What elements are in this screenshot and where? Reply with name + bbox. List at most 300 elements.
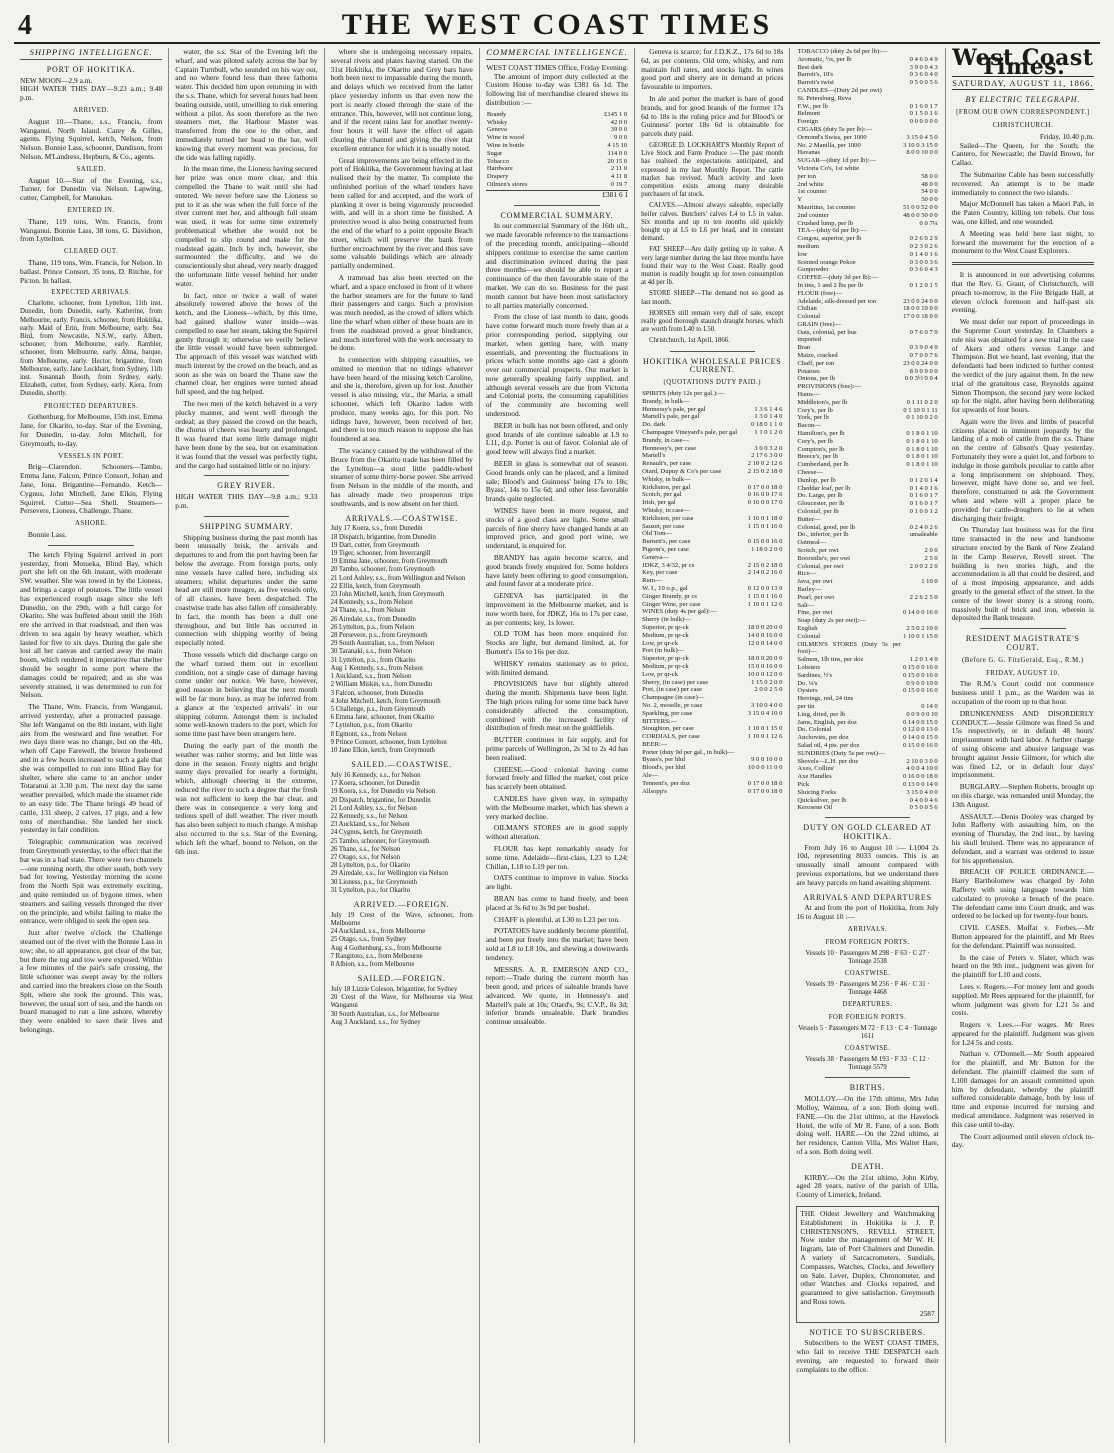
row-value [744,616,783,624]
table-row [796,126,938,134]
issue-date: SATURDAY, AUGUST 11, 1866. [952,76,1094,91]
table-row [796,446,938,454]
row-label: Do. Large, per lb [797,492,843,500]
row-value: 0 1 4 0 1 6 [909,250,938,258]
row-label: Tennent's, per doz [642,779,690,787]
tide-line: HIGH WATER THIS DAY—9.23 a.m.; 9.48 p.m. [20,84,163,103]
row-value: 0 1 8 0 1 10 [906,430,938,438]
row-label: Pigeon's, per case [642,545,689,553]
list-item: 19 Dart, cutter, from Greymouth [330,541,420,549]
table-row [486,111,628,119]
table-row [796,641,938,657]
row-label: SUNDRIES (Duty 5s per owt)— [797,749,885,757]
row-label: Wine in bottle [486,141,525,149]
row-label: Ormond's Swiss, per 1000 [797,133,867,141]
row-value: 23 0 0 24 0 0 [903,297,938,305]
story-paragraph: A tramroad has also been erected on the wharf, and a space enclosed in front of it where the harbor steamers are for the future to land their passengers and cargo. Such a provision was much needed, as the crowd of idlers which line the wharf when either of these boats are in from the roadstead proved a great hindrance, and much interfered with the work necessary to be done. [330,272,473,353]
sailed-heading: SAILED. [76,165,106,173]
arrivals-foreign-row: Vessels 10 · Passengers M 298 · F 63 · C 27 · Tonnage 2538 [805,949,930,965]
list-item: July 18 Lizzie Coleson, brigantine, for Sydney [330,985,458,993]
table-row [796,508,938,516]
coastwise-sailed-heading: SAILED.—COASTWISE. [351,760,453,770]
table-row [796,165,938,173]
row-value: 0 2 4 0 2 6 [909,523,938,531]
list-item: 7 Rangitoto, s.s., from Melbourne [330,952,423,960]
list-item: 27 Otago, s.s., for Nelson [330,853,401,861]
row-label: Gunpowder [797,266,829,274]
entered-text: Thane, 119 tons, Wm. Francis, from Wanganui. Bonnie Lass, 38 tons, G. Davidson, from Lyttelton. [20,216,163,244]
arrivals-coastwise-row: Vessels 39 · Passengers M 256 · F 46 · C 31 · Tonnage 4468 [805,980,930,997]
row-value: 54 0 0 [921,188,938,196]
row-value: 4 15 10 [607,141,628,149]
row-value: 14 0 0 16 0 0 [747,631,783,639]
row-value [902,383,939,391]
paragraph: A Meeting was held here last night, to forward the movement for the erection of a monument to the West Coast Explorers. [951,228,1094,256]
row-label: Hennessy's, per case [642,444,697,452]
row-label: TEA—(duty 6d per lb):— [797,227,867,235]
row-value: 0 1 11 0 2 0 [906,398,938,406]
row-value: 1 18 0 2 0 0 [751,545,783,553]
row-label: Breece's, per lb [797,453,838,461]
row-value [744,694,783,702]
row-value: 18 0 0 20 0 0 [747,655,783,663]
row-label: CANDLES—(Duty 2d per owt) [797,86,882,94]
table-row [796,633,938,641]
departures-label: DEPARTURES. [842,1001,893,1009]
row-label: Port (in bulk)— [642,647,685,655]
story-body [641,48,783,139]
table-row [796,212,938,220]
table-row [796,251,938,259]
table-row [796,461,938,469]
table-row [796,758,938,766]
row-value: 0 0 3½ 0 0 4 [904,375,938,383]
row-value: 0 1 4 0 1 6 [909,484,938,492]
paragraph: BEER in glass is somewhat out of season. Good brands only can be placed, and a limited sale; Blood's and Guinness' being 17s to 18s; Byass', 14s to 15s 6d; and other less favorable brands quite neglected. [485,459,629,504]
row-value: 48 0 0 50 0 0 [903,211,938,219]
row-label: Fine, per owt [797,609,833,617]
row-value: 50 0 0 [921,196,938,204]
table-row [796,375,938,383]
entered-heading: ENTERED IN. [67,206,115,214]
row-value: 48 0 0 [921,180,938,188]
row-label: Old Tom— [642,530,673,538]
row-value: 0 3 0 0 3 6 [909,258,938,266]
row-value: 42 0 0 [610,118,628,126]
table-row [796,118,938,126]
row-label: Martell's [642,452,666,460]
row-label: Whisky, in bulk— [642,475,691,483]
row-label: Boorsidie's, per owt [797,554,851,562]
row-label: Sparkling, per case [642,709,693,717]
list-item: 7 Lyttelton, p.s., from Okarito [330,722,413,730]
paragraph: Lees v. Rogers.—For money lent and goods supplied. Mr Rees appeared for the plaintiff, for whom judgment was given for L21 5s and costs. [951,981,1094,1018]
row-label: Bran [797,344,811,352]
paragraph: CALVES.—Almost always saleable, especially heifer calves. Butchers' calves L4 to L5 in value. Six months and up to ten months old quickly bought up at L5 to L6 per head, and in constant demand. [641,202,784,243]
row-value: 3 15 0 4 5 0 [906,133,938,141]
row-value: 2 5 0 [924,554,938,562]
table-row [796,321,938,329]
paragraph: WHISKY remains stationary as to price, with limited demand. [485,658,629,677]
row-label: Geneva— [642,553,669,561]
ashore-text: Bonnie Lass. [28,529,67,539]
table-row [796,430,938,438]
row-label: Champagne (in case)— [642,694,705,702]
telegraph-heading: BY ELECTRIC TELEGRAPH. [965,95,1081,105]
arrived-text: August 10.—Thane, s.s., Francis, from Wanganui, North Island. Carey & Gilles, agents. Flying Squirrel, ketch, Nelson, from Nelson. Bonnie Lass, schooner, Dandison, from Nelson. M'Landress, Hepburn, & Co., agents. [20,116,163,161]
story-paragraph: Just after twelve o'clock the Challenge steamed out of the river with the Bonnie Lass in tow; she, to all appearance, got clear of the bar, but there the tug and tow were exposed. Within a few minutes of the pair's safe crossing, the little schooner was swept away by the rollers and carried into the breakers close on the South Spit, where she took the ground. This was, however, the usual sort of sea, and the hands on board managed to run a line ashore, whereby they were enabled to save their lives and belongings. [20,928,163,1034]
row-label: Do. Colonial [797,726,832,734]
row-label: JDKZ, 3 4/32, pr cs [642,561,695,569]
row-label: 2nd counter [797,211,829,219]
row-value: 0 2 6 0 2 9 [909,235,938,243]
summary-paragraph: Those vessels which did discharge cargo on the wharf turned them out in excellent condition, not a single case of damage having come under our notice. We have, however, good reason in believing that the next month will be far more busy, as may be inferred from a glance at the 'expected arrivals' in our shipping column. Amongst them is included some well-known traders to the port, which for some time past have been strangers here. [175,650,318,739]
from-foreign-label: FROM FOREIGN PORTS. [825,938,910,946]
row-value: 0 1 6 0 1 7 [909,492,938,500]
jewellery-ad-text: THE Oldest Jewellery and Watchmaking Establishment in Hokitika is J. P. CHRISTENSON'S, REVELL STREET, Now under the management of Mr W. H. Ingram, late of Port Chalmers and Dunedin. A variety of Sarcacrometers, Sundials, Compasses, Watches, Clocks, and Jewellery on Sale. Lever, Duplex, Chronometer, and other Watches and Clocks repaired, and guaranteed to give satisfaction. Greymouth and Ross town. [800,1209,935,1306]
list-item: 24 Thane, s.s., from Nelson [330,607,406,615]
row-value [902,321,939,329]
row-label: Tobacco [486,157,510,165]
row-label: WINES (duty 4s per gal):— [642,608,717,616]
paragraph: It is announced in our advertising columns that the Rev. G. Grant, of Christchurch, will preach to-morrow, in the Fire Brigade Hall, at eleven o'clock forenoon and half-past six evening. [951,270,1094,315]
row-value: 0 2 3 0 2 6 [909,242,938,250]
row-label: Aromatic, ½s, per lb [797,55,852,63]
notice-text: Subscribers to the WEST COAST TIMES, who fail to receive THE DESPATCH each evening, are requested to forward their complaints to the office. [796,1338,939,1374]
table-row [641,554,783,562]
row-label: Kerosene Oil [797,804,833,812]
row-value: 0 16 0 0 17 6 [747,491,783,499]
row-value: 0 9 0 0 10 0 [906,679,938,687]
row-value: 0 5 0 0 5 6 [909,804,938,812]
list-item: 2 William Miskin, s.s., from Dunedin [330,681,433,689]
row-value: 2 14 0 2 16 0 [747,569,783,577]
table-row [796,477,938,485]
row-value [902,586,939,594]
table-row [796,329,938,337]
row-value: 1 1 0 1 2 0 [754,429,783,437]
commercial-summary-body [486,222,628,962]
row-label: Hennessy's pale, per gal [642,405,706,413]
table-row [486,181,628,189]
table-row [796,383,938,391]
paragraph: Again were the lives and limbs of peaceful citizens placed in imminent jeopardy by the landing of a mob of cattle from the s.s. Thane on the centre of Gibson's Quay yesterday. Fortunately they were a quiet lot, and forbore to indulge in those gambols peculiar to cattle after a long imprisonment on shipboard. They, however, might have done so, and we feel, therefore, constrained to ask the Government when and where will a proper place be provided for cattle-droughers to lie at when discharging their freight. [951,416,1094,523]
list-item: July 19 Crest of the Wave, schooner, from Melbourne [330,911,473,927]
row-value: 18 0 0 19 0 0 [903,305,938,313]
row-label: Potatoes [797,367,820,375]
gold-duty-heading: DUTY ON GOLD CLEARED AT HOKITIKA. [803,823,932,841]
paragraph: CIVIL CASES. Moffat v. Forbes.—Mr Button appeared for the plaintiff, and Mr Rees for the defendant. Plaintiff was nonsuited. [951,923,1094,950]
row-label: Adelaide, silk-dressed per ton [797,297,877,305]
editorial-masthead: West Coast Times. [952,48,1094,80]
table-row [641,437,783,445]
row-value [902,274,939,282]
row-label: Martell's pale, per gal [642,413,700,421]
row-value: 20 15 0 [607,157,628,165]
table-row [486,126,628,134]
births-heading: BIRTHS. [849,1083,886,1093]
list-item: 20 Tambo, schooner, from Greymouth [330,566,435,574]
row-value [902,516,939,524]
row-label: Chilian [797,305,817,313]
table-row [796,664,938,672]
row-label: Belmont [797,110,821,118]
paragraph: CANDLES have given way, in sympathy with the Melbourne market, which has shewn a very marked decline. [485,793,629,821]
row-label: Oysters [797,687,818,695]
row-value: 0 12 0 0 13 0 [903,726,938,734]
row-label: SPIRITS (duty 12s per gal.):— [642,390,725,398]
table-row [796,64,938,72]
list-item: 28 Lyttelton, p.s., for Okarito [330,862,411,870]
table-row [796,399,938,407]
row-label: Scotch, per gal [642,491,682,499]
duties-table [486,111,628,189]
table-row [796,298,938,306]
row-value [744,749,783,757]
paragraph: From the close of last month to date, goods have come forward much more freely than at a prior corresponding period, supplying our market, when getting bare, with many essentials, and preventing the fluctuations in prices which some months ago cast a gloom over our commercial prospects. Our market is now generally speaking fairly supplied, and although several vessels are due from Victoria and Colonial ports, the consuming capabilities of the community are becoming well understood. [485,312,629,419]
table-row [796,391,938,399]
paragraph: PROVISIONS have but slightly altered during the month. Shipments have been light. The high prices ruling for some time back have considerably affected the consumption, combined with the increased facility of distribution of fresh meat on the goldfields. [485,679,629,733]
row-value [902,422,939,430]
row-label: Whisky [486,118,508,126]
row-label: Sluicing Forks [797,788,837,796]
death-text: KIRBY.—On the 21st ultimo, John Kirby, aged 28 years, native of the parish of Ulla, County of Limerick, Ireland. [796,1172,939,1200]
row-label: English [797,624,818,632]
row-label: Allsopp's [642,787,667,795]
row-label: Barrett's twist [797,79,834,87]
paragraph: The Court adjourned until eleven o'clock to-day. [951,1131,1094,1150]
correspondent-line: [FROM OUR OWN CORRESPONDENT.] [956,109,1090,117]
paragraph: DRUNKENNESS AND DISORDERLY CONDUCT.—Jessie Gilmore was fined 5s and 15s respectively, or in default 48 hours' imprisonment with hard labor. A further charge of using obscene and abusive language was brought against Jessie Gilmore, for which she was fined L2, or in default four days' imprisonment. [951,708,1094,780]
row-value [902,539,939,547]
row-value: 3 10 0 4 0 0 [751,701,783,709]
row-label: Do. ¼'s [797,679,818,687]
row-label: Dunlop, per lb [797,476,836,484]
paragraph: FAT SHEEP—Are daily getting up in value. A very large number during the last three months have found their way to the West Coast. Really good mutton is readily bought up for town consumption at 4d per lb. [641,246,784,287]
row-value: 1 10 0 1 15 0 [903,632,938,640]
shipping-header: SHIPPING INTELLIGENCE. [20,48,162,60]
row-label: Sardines, ½'s [797,671,833,679]
ashore-heading: ASHORE. [74,520,108,528]
table-row [796,742,938,750]
coastwise-arrivals-list [331,525,473,755]
row-value: 4 0 0 4 10 0 [906,765,938,773]
row-label: Oatmeal— [797,539,827,547]
story-paragraph: In fact, once or twice a wall of water absolutely towered above the bows of the ketch, and the Lioness—which, by this time, had gained shallow water inside—was compelled to ease her steam, taking the Squirrel gently through it; otherwise we verily believe the little vessel would have been submerged. The approach of this vessel was watched with much interest by the crowd on the beach, and as soon as she was on board the Thane saw the channel clear, her engines were turned ahead full speed, and the tug helped. [175,290,318,397]
table-row [796,773,938,781]
row-label: Barley— [797,585,822,593]
row-value: 0 7 6 0 7 9 [909,328,938,336]
table-row [641,546,783,554]
list-item: 19 Koera, s.s., for Dunedin via Nelson [330,788,436,796]
table-row [796,695,938,703]
row-label: Scented orange Pekoe [797,258,856,266]
row-label: Do., inferior, per lb [797,531,849,539]
page-number: 4 [18,10,32,41]
row-value: 0 17 0 0 18 0 [747,787,783,795]
table-row [796,711,938,719]
table-row [641,429,783,437]
list-item: 26 Lyttelton, p.s., from Nelson [330,623,415,631]
row-value: 1 2 0 1 4 0 [909,656,938,664]
column-5 [635,48,790,1443]
table-row [641,772,783,780]
table-row [641,507,783,515]
row-label: Brandy, in case— [642,436,690,444]
row-label: Ling, dried, per lb [797,710,846,718]
ad-number: 2587 [919,1308,935,1318]
row-label: Pearl, per owt [797,593,835,601]
row-value: 58 0 0 [921,172,938,180]
list-item: 24 Kennedy, s.s., from Nelson [330,599,413,607]
paragraph: In our commercial Summary of the 16th ult., we made favorable reference to the transactions of the preceding month, anticipating—should shippers continue to exercise the same caution and discrimination evinced during the past three months—we should be able to report a continuance of the then favourable state of the market. We can do so. Business for the past month cannot but have been most satisfactory to all parties materially concerned. [485,221,629,310]
list-item: 24 Cygnus, ketch, for Greymouth [330,829,422,837]
row-label: GRAIN (free)— [797,320,842,328]
row-value: £145 1 0 [604,110,628,118]
prices-table [641,390,783,795]
table-row [796,305,938,313]
prices-table-continued [796,48,938,812]
table-row [796,726,938,734]
row-value: 1 3 0 1 4 0 [754,413,783,421]
divider [980,628,1065,629]
paragraph: WINES have been in more request, and stocks of a good class are light. Some small parcels of fine sherry have changed hands at an improved price, and good port wine, we understand, is enquired for. [485,506,629,551]
row-label: Shovels—L.H. per doz [797,757,859,765]
row-label: Gloucester, per lb [797,500,845,508]
court-body [952,680,1094,1150]
row-label: low [797,250,808,258]
projected-text: Gothenburg, for Melbourne, 15th inst. Emma Jane, for Okarito, to-day. Star of the Evening, for Dunedin, to-day. John Mitchell, for Greymouth, to-day. [20,412,163,448]
table-row [796,110,938,118]
table-row [796,531,938,539]
row-label: Low, pr qr-ck [642,670,679,678]
row-value: 2 10 0 2 12 6 [747,460,783,468]
story-paragraph: The Thane, Wm. Francis, from Wanganui, arrived yesterday, after a protracted passage. She left Wanganui on the 8th instant, with light airs from the westward and fine weather. For two days there was no change, but on the 4th, when off Cape Farewell, the breeze freshened and in a few hours increased to such a gale that she was compelled to run into Blind Bay for shelter, where she came to an anchor under Totaranui at 3.30 p.m. The next day the same weather prevailed, which made the steamer ride to an easy tide. The Thane brings 49 head of cattle, 131 sheep, 2 calves, 17 pigs, and a few tons of merchandise. She landed her stock yesterday in fair condition. [20,702,163,835]
row-label: per tin [797,702,815,710]
paragraph: ASSAULT.—Denis Dooley was charged by John Rafferty with assaulting him, on the evening of Thursday, the 2nd inst., by having his skull bruised. There was no appearance of defendant, and a warrant was ordered to issue for his apprehension. [951,811,1094,865]
row-value: 23 0 0 24 0 0 [903,359,938,367]
list-item: 6 Emma Jane, schooner, from Okarito [330,714,434,722]
table-row [641,694,783,702]
row-label: Blood's, per hhd [642,764,686,772]
row-label: Sherry, (in case) per case [642,678,709,686]
row-label: Do. dark [642,421,666,429]
table-row [641,663,783,671]
list-item: 25 Tambo, schooner, for Greymouth [330,837,430,845]
paragraph: HORSES still remain very dull of sale, except really good thorough staunch draught horses, which are worth from L40 to L50. [641,309,784,334]
table-row [641,476,783,484]
row-label: Axe Handles [797,773,832,781]
table-row [796,142,938,150]
table-row [486,134,628,142]
row-value: 0 1 10 0 2 0 [906,414,938,422]
row-label: Salmon, 1lb tins, per doz [797,656,864,664]
summary-paragraph: During the early part of the month the weather was rather stormy, and but little was done in the season. Frosty nights and bright sunny days prevailed for nearly a fortnight, which, although cheering in the extreme, reduced the river to such a degree that the fresh was not sufficient to keep the bar clear, and there was in consequence a very long and tedious spell of dull weather. The river mouth has also been subject to much change. A mishap also occurred to the s.s. Star of the Evening, which left the wharf, bound to Nelson, on the 6th inst. [175,740,318,856]
table-row [641,624,783,632]
row-label: Otard, Dupuy & Co's per case [642,468,722,475]
row-value: 2 0 0 2 5 0 [754,686,783,694]
row-value: 3 15 0 4 10 0 [747,709,783,717]
table-row [796,555,938,563]
table-row [641,406,783,414]
row-value: 0 1 8 0 1 10 [906,437,938,445]
row-value: 1 10 0 [921,578,938,586]
paragraph: Geneva is scarce; for J.D.K.Z., 17s 6d to 18s 6d, as per contents. Old tom, whisky, and rum maintain full rates, and stocks light. In wines good port and sherry are in demand at prices favourable to importers. [641,48,784,92]
row-value [744,554,783,562]
row-label: Wine in wood [486,134,524,142]
table-row [796,781,938,789]
table-row [796,243,938,251]
table-row [796,485,938,493]
column-1 [14,48,169,1443]
row-label: Colonial, good, per lb [797,523,856,531]
row-value [744,437,783,445]
row-label: F.W., per lb [797,102,828,110]
row-value: 0 1 0 0 1 2 [909,508,938,516]
list-item: 26 Airedale, s.s., from Dunedin [330,615,416,623]
row-value: 39 0 0 [610,126,628,134]
table-row [796,687,938,695]
column-3 [325,48,480,1443]
expected-text: Charlotte, schooner, from Lyttelton, 11th inst. Dunedin, from Dunedin, early. Katherine, from Melbourne, early. Francis, schooner, from Hokitika, early. Maid of Erin, from Melbourne, early. Sea Bird, from Newcastle, N.S.W., early. Albert, schooner, from Melbourne, early. Rambler, schooner, from Melbourne, early. Alma, barque, from Melbourne, early. Hector, brigantine, from Melbourne, early. Jane Lockhart, from Sydney, 11th inst. Susannah Booth, from Sydney, early. Elizabeth, cutter, from Sydney, early. Kiera, from Dunedin, shortly. [20,300,163,398]
table-row [641,515,783,523]
paragraph: STORE SHEEP—The demand not so good as last month. [641,290,784,306]
story-paragraph: where she is undergoing necessary repairs, several rivets and plates having started. On the 31st Hokitika, the Okarito and Grey bars have both been next to impassable during the month, and delays which we received from the latter place yesterday inform us that even now the port is nearly closed through the state of the entrance. This, however, will not continue long, and if the recent rains last for another twenty-four hours it will have the effect of again clearing the channel and giving the river that excellent entrance for which it is usually noted. [330,48,473,153]
row-value [902,750,939,758]
table-row [796,407,938,415]
table-row [641,679,783,687]
commercial-header: COMMERCIAL INTELLIGENCE. [486,48,628,60]
table-row [796,79,938,87]
list-item: 10 Jane Elkin, ketch, from Greymouth [330,746,435,754]
row-label: Kirkliston, per case [642,514,694,522]
row-value: 3 10 0 3 15 0 [903,141,938,149]
row-label: COFFEE—(duty 3d per lb):— [797,274,879,282]
row-label: BEER:— [642,740,668,748]
table-row [641,608,783,616]
row-value: 0 16 0 0 17 0 [747,499,783,507]
table-row [796,734,938,742]
list-item: 22 Kennedy, s.s., for Nelson [330,812,408,820]
row-label: per ton [797,172,816,180]
table-row [796,719,938,727]
paragraph: Rogers v. Lees.—For wages. Mr Rees appeared for the plaintiff. Judgment was given for L24 5s and costs. [951,1020,1094,1047]
table-row [641,452,783,460]
table-row [486,173,628,181]
row-value: 1 3 6 1 4 6 [754,405,783,413]
row-label: St. Petersburg, Reva [797,94,852,102]
list-item: 24 Auckland, s.s., from Melbourne [330,928,426,936]
table-row [641,780,783,788]
row-label: Mauritius, 1st counter [797,203,856,211]
row-label: No. 2, moselle, pr case [642,701,703,709]
row-value: 2 2 6 2 5 0 [909,593,938,601]
list-item: 31 Lyttelton, p.s., for Okarito [330,886,411,894]
table-row [641,702,783,710]
list-item: 19 Tiger, schooner, from Invercargill [330,550,431,558]
table-row [796,578,938,586]
row-value [902,336,939,344]
table-row [641,523,783,531]
table-row [796,56,938,64]
row-label: medium [797,242,820,250]
table-row [796,789,938,797]
row-label: Lobsters [797,663,821,671]
row-value [744,507,783,515]
table-row [641,577,783,585]
jewellery-advertisement [796,1206,938,1323]
firm-report: MESSRS. A. R. EMERSON AND CO., report:—Trade during the current month has been good, and prices of saleable brands have advanced. We quote, in Hennessy's and Martell's pale at 10s; Otard's, 9s; C.V.P., 8s 3d; inferior brands unsaleable. Dark brandies continue unsaleable. [485,964,629,1027]
